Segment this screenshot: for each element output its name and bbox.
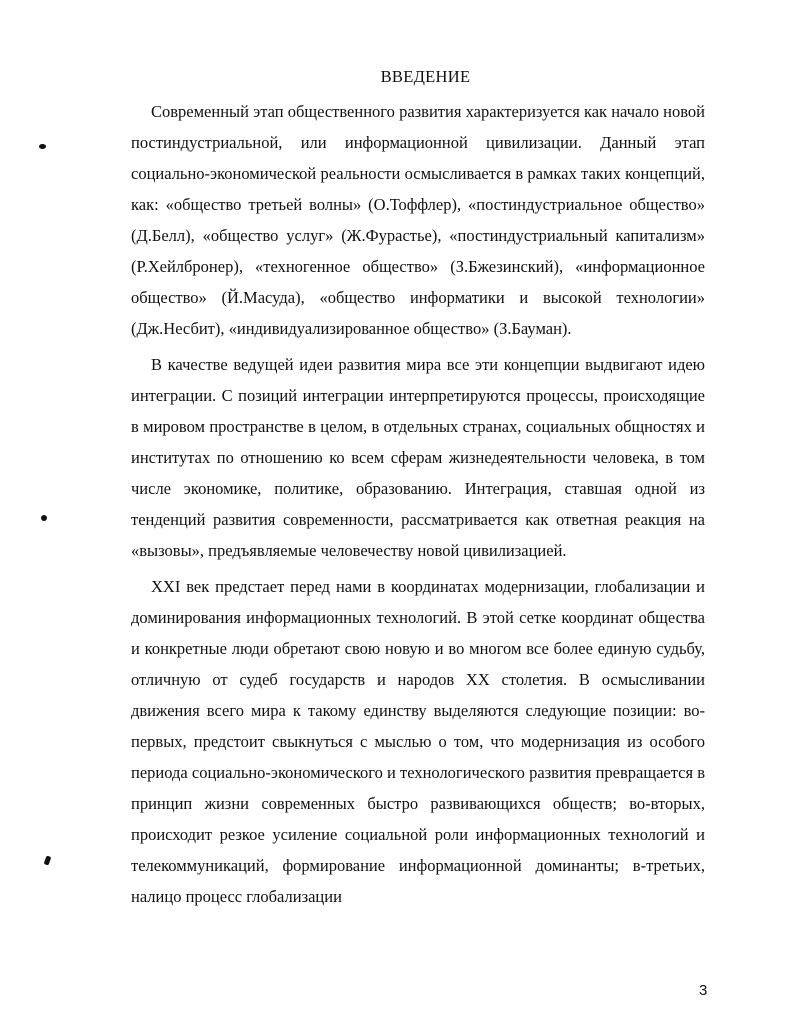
body-text (131, 96, 705, 912)
page-title: ВВЕДЕНИЕ (380, 67, 471, 86)
paragraph-1: Современный этап общественного развития характеризуется как начало новой постиндустриальной, или информационной цивилизации. Данный этап социально-экономической реальности осмысливается в рамках таких концепций, как: «общество третьей волны» (О.Тоффлер), «постиндустриальное общество» (Д.Белл), «общество услуг» (Ж.Фурастье), «постиндустриальный капитализм» (Р.Хейлбронер), «техногенное общество» (З.Бжезинский), «информационное общество» (Й.Масуда), «общество информатики и высокой технологии» (Дж.Несбит), «индивидуализированное общество» (З.Бауман). (131, 102, 705, 338)
page-number: 3 (699, 982, 708, 999)
scan-mark (41, 515, 47, 521)
scan-mark (44, 855, 52, 865)
scan-mark (39, 144, 46, 149)
paragraph-3: XXI век предстает перед нами в координатах модернизации, глобализации и доминирования информационных технологий. В этой сетке координат общества и конкретные люди обретают свою новую и во многом все более единую судьбу, отличную от судеб государств и народов XX столетия. В осмысливании движения всего мира к такому единству выделяются следующие позиции: во-первых, предстоит свыкнуться с мыслью о том, что модернизация из особого периода социально-экономического и технологического развития превращается в принцип жизни современных быстро развивающихся обществ; во-вторых, происходит резкое усиление социальной роли информационных технологий и телекоммуникаций, формирование информационной доминанты; в-третьих, налицо процесс глобализации (131, 577, 705, 906)
paragraph-2: В качестве ведущей идеи развития мира все эти концепции выдвигают идею интеграции. С позиций интеграции интерпретируются процессы, происходящие в мировом пространстве в целом, в отдельных странах, социальных общностях и институтах по отношению ко всем сферам жизнедеятельности человека, в том числе экономике, политике, образованию. Интеграция, ставшая одной из тенденций развития современности, рассматривается как ответная реакция на «вызовы», предъявляемые человечеству новой цивилизацией. (131, 355, 705, 560)
